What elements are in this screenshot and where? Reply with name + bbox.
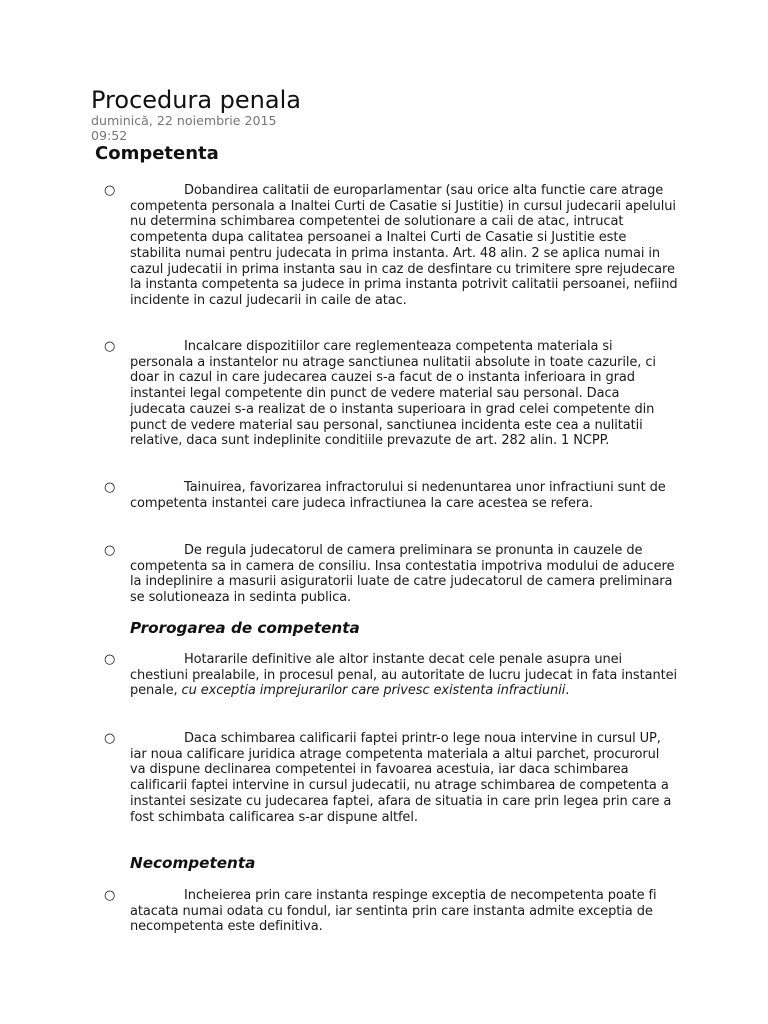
bullet-circle-icon: ○ (104, 480, 116, 495)
page-meta (91, 114, 277, 143)
page-title: Procedura penala (91, 86, 301, 114)
list-item-competenta-3: Tainuirea, favorizarea infractorului si nedenuntarea unor infractiuni sunt de competenta instantei care judeca infractiunea la care acestea se refera. (130, 480, 666, 511)
bullet-circle-icon: ○ (104, 652, 116, 667)
subheading-prorogare: Prorogarea de competenta (130, 619, 360, 637)
bullet-circle-icon: ○ (104, 183, 116, 198)
list-item-competenta-2: Incalcare dispozitiilor care reglementeaza competenta materiala si personala a instantelor nu atrage sanctiunea nulitatii absolute in toate cazurile, ci doar in cazul in care judecarea cauzei s-a facut de o instanta inferioara in grad instantei legal competente din punct de vedere material sau personal. Daca judecata cauzei s-a realizat de o instanta superioara in grad celei competente din punct de vedere material sau personal, sanctiunea incidenta este cea a nulitatii relative, daca sunt indeplinite conditiile prevazute de art. 282 alin. 1 NCPP. (130, 339, 656, 449)
subheading-necompetenta: Necompetenta (130, 854, 256, 872)
section-title-competenta: Competenta (95, 143, 219, 164)
page-date: duminică, 22 noiembrie 2015 (91, 113, 277, 128)
list-item-prorogare-1-end: . (565, 683, 570, 699)
bullet-circle-icon: ○ (104, 339, 116, 354)
list-item-prorogare-1-italic: cu exceptia imprejurarilor care privesc existenta infractiunii (181, 683, 566, 699)
bullet-circle-icon: ○ (104, 888, 116, 903)
bullet-circle-icon: ○ (104, 543, 116, 558)
page-time: 09:52 (91, 127, 128, 143)
list-item-prorogare-1 (130, 652, 678, 699)
list-item-competenta-1: Dobandirea calitatii de europarlamentar (sau orice alta functie care atrage competenta personala a Inaltei Curti de Casatie si Justitie) in cursul judecarii apelului nu determina schimbarea competentei de solutionare a caii de atac, intrucat competenta dupa calitatea persoanei a Inaltei Curti de Casatie si Justitie este stabilita numai pentru judecata in prima instanta. Art. 48 alin. 2 se aplica numai in cazul judecatii in prima instanta sau in caz de desfintare cu trimitere spre rejudecare la instanta competenta sa judece in prima instanta potrivit calitatii persoanei, nefiind incidente in cazul judecarii in caile de atac. (130, 183, 678, 308)
list-item-prorogare-2: Daca schimbarea calificarii faptei printr-o lege noua intervine in cursul UP, iar noua calificare juridica atrage competenta materiala a altui parchet, procurorul va dispune declinarea competentei in favoarea acestuia, iar daca schimbarea calificarii faptei intervine in cursul judecatii, nu atrage schimbarea de competenta a instantei sesizate cu judecarea faptei, afara de situatia in care prin legea prin care a fost schimbata calificarea s-ar dispune altfel. (130, 731, 672, 825)
list-item-necompetenta-1: Incheierea prin care instanta respinge exceptia de necompetenta poate fi atacata numai odata cu fondul, iar sentinta prin care instanta admite exceptia de necompetenta este definitiva. (130, 888, 657, 935)
list-item-competenta-4: De regula judecatorul de camera preliminara se pronunta in cauzele de competenta sa in camera de consiliu. Insa contestatia impotriva modului de aducere la indeplinire a masurii asiguratorii luate de catre judecatorul de camera preliminara se solutioneaza in sedinta publica. (130, 543, 675, 606)
bullet-circle-icon: ○ (104, 731, 116, 746)
list-item-prorogare-1-text: Hotararile definitive ale altor instante decat cele penale asupra unei chestiuni prealabile, in procesul penal, au autoritate de lucru judecat in fata instantei penale, (130, 652, 678, 699)
